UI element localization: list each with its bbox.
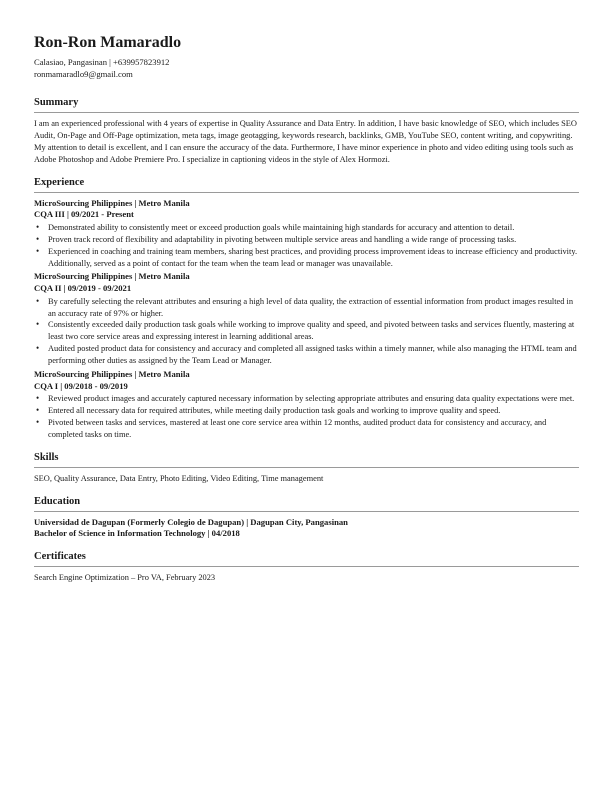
job-bullet: • Pivoted between tasks and services, mastered at least one core service area within 12 months, audited product data for consistency and accuracy, and completed tasks on time. bbox=[48, 417, 579, 441]
certificates-section bbox=[34, 550, 579, 584]
job-bullet: • Proven track record of flexibility and adaptability in pivoting between multiple service areas and handling a wide range of processing tasks. bbox=[48, 234, 579, 246]
education-section bbox=[34, 495, 579, 540]
skills-section bbox=[34, 451, 579, 485]
skills-heading: Skills bbox=[34, 451, 579, 468]
education-degree: Bachelor of Science in Information Technology | 04/2018 bbox=[34, 528, 240, 539]
resume-header bbox=[34, 34, 579, 80]
job-bullets bbox=[34, 222, 579, 270]
job-role: CQA II | 09/2019 - 09/2021 bbox=[34, 283, 132, 294]
certificates-text: Search Engine Optimization – Pro VA, February 2023 bbox=[34, 572, 216, 582]
skills-text: SEO, Quality Assurance, Data Entry, Photo Editing, Video Editing, Time management bbox=[34, 473, 324, 483]
job-bullet: • Reviewed product images and accurately captured necessary information by selecting appropriate attributes and ensuring data quality expectations were met. bbox=[48, 393, 579, 405]
job-bullet: • Audited posted product data for consistency and accuracy and completed all assigned tasks within a timely manner, while also managing the HTML team and performing other duties as assigned by the Team Lead or Manager. bbox=[48, 343, 579, 367]
job-bullet: • Experienced in coaching and training team members, sharing best practices, and providing process improvement ideas to increase efficiency and productivity. Additionally, served as a point of contact for the team when the team lead or manager was unavailable. bbox=[48, 246, 579, 270]
experience-section bbox=[34, 176, 579, 441]
job-bullet: • Consistently exceeded daily production task goals while working to improve quality and speed, and pivoted between tasks and services fluently, mastering at least two core service areas and expressing interest in learning additional areas. bbox=[48, 319, 579, 343]
job-role: CQA III | 09/2021 - Present bbox=[34, 209, 134, 220]
job-bullets bbox=[34, 296, 579, 367]
job-entry bbox=[34, 198, 579, 270]
job-entry bbox=[34, 271, 579, 367]
job-bullet: • Demonstrated ability to consistently meet or exceed production goals while maintaining high standards for accuracy and attention to detail. bbox=[48, 222, 579, 234]
summary-section bbox=[34, 96, 579, 166]
location-phone: Calasiao, Pangasinan | +639957823912 bbox=[34, 57, 170, 67]
job-entry bbox=[34, 369, 579, 441]
summary-text: I am an experienced professional with 4 years of expertise in Quality Assurance and Data Entry. In addition, I have basic knowledge of SEO, which includes SEO Audit, On-Page and Off-Page optimization, meta tags, image geotagging, keywords research, backlinks, GMB, YouTube SEO, content writing, and copywriting. My attention to detail is excellent, and I can ensure the accuracy of the data. Furthermore, I have minor experience in photo and video editing using tools such as Adobe Photoshop and Adobe Premiere Pro. I specialize in captioning videos in the style of Alex Hormozi. bbox=[34, 119, 577, 164]
education-school: Universidad de Dagupan (Formerly Colegio de Dagupan) | Dagupan City, Pangasinan bbox=[34, 516, 348, 527]
job-bullet: • By carefully selecting the relevant attributes and ensuring a high level of data quality, the extraction of essential information from product images resulted in an accuracy rate of 97% or higher. bbox=[48, 296, 579, 320]
summary-heading: Summary bbox=[34, 96, 579, 113]
job-role: CQA I | 09/2018 - 09/2019 bbox=[34, 380, 128, 391]
job-bullet: • Entered all necessary data for required attributes, while meeting daily production task goals and working to improve quality and speed. bbox=[48, 405, 579, 417]
candidate-name: Ron-Ron Mamaradlo bbox=[34, 34, 182, 51]
education-heading: Education bbox=[34, 495, 579, 512]
job-company: MicroSourcing Philippines | Metro Manila bbox=[34, 369, 190, 380]
certificates-heading: Certificates bbox=[34, 550, 579, 567]
email-address: ronmamaradlo9@gmail.com bbox=[34, 69, 133, 79]
resume-page bbox=[34, 34, 579, 584]
job-company: MicroSourcing Philippines | Metro Manila bbox=[34, 197, 190, 208]
job-company: MicroSourcing Philippines | Metro Manila bbox=[34, 271, 190, 282]
job-bullets bbox=[34, 393, 579, 441]
experience-heading: Experience bbox=[34, 176, 579, 193]
